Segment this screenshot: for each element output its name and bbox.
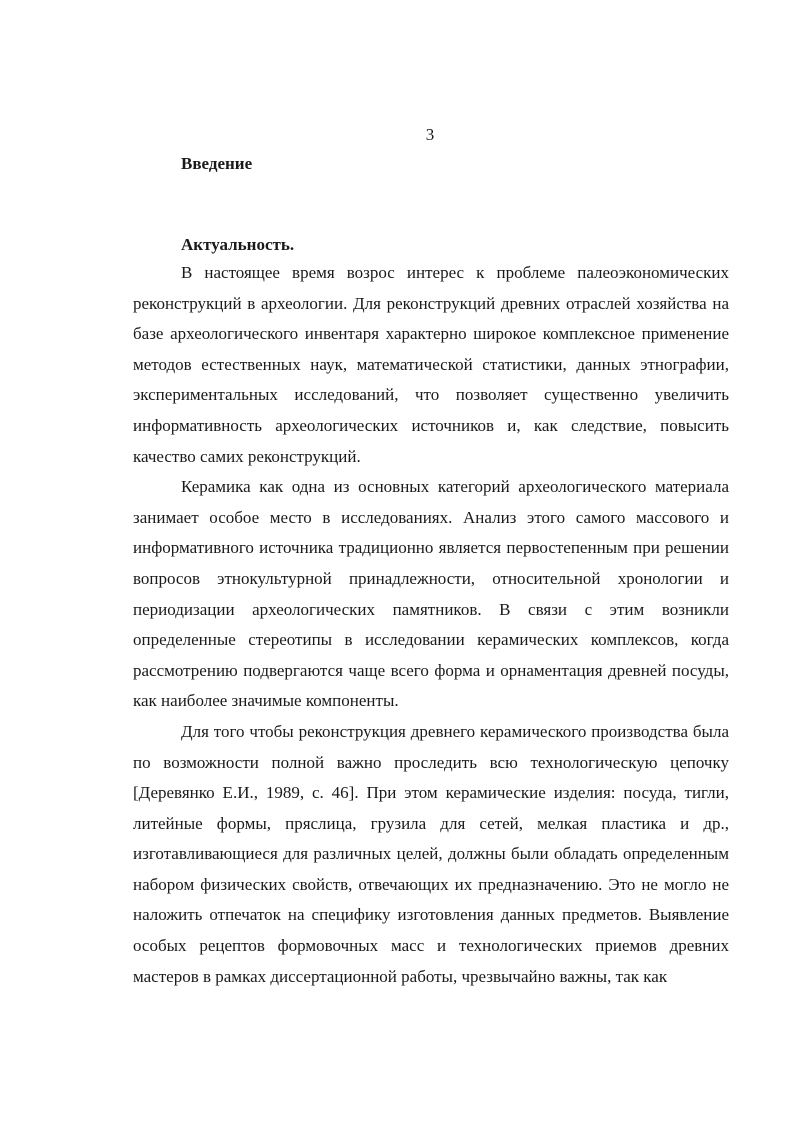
page-number: 3 — [425, 125, 435, 144]
page-content — [133, 150, 729, 992]
paragraph-1: В настоящее время возрос интерес к проблеме палеоэкономических реконструкций в археологии. Для реконструкций древних отраслей хозяйства на базе археологического инвентаря характерно широкое комплексное применение методов естественных наук, математической статистики, данных этнографии, экспериментальных исследований, что позволяет существенно увеличить информативность археологических источников и, как следствие, повысить качество самих реконструкций. — [133, 263, 729, 466]
paragraph-2: Керамика как одна из основных категорий археологического материала занимает особое место в исследованиях. Анализ этого самого массового и информативного источника традиционно является первостепенным при решении вопросов этнокультурной принадлежности, относительной хронологии и периодизации археологических памятников. В связи с этим возникли определенные стереотипы в исследовании керамических комплексов, когда рассмотрению подвергаются чаще всего форма и орнаментация древней посуды, как наиболее значимые компоненты. — [133, 477, 729, 711]
paragraph-3: Для того чтобы реконструкция древнего керамического производства была по возможности полной важно проследить всю технологическую цепочку [Деревянко Е.И., 1989, с. 46]. При этом керамические изделия: посуда, тигли, литейные формы, пряслица, грузила для сетей, мелкая пластика и др., изготавливающиеся для различных целей, должны были обладать определенным набором физических свойств, отвечающих их предназначению. Это не могло не наложить отпечаток на специфику изготовления данных предметов. Выявление особых рецептов формовочных масс и технологических приемов древних мастеров в рамках диссертационной работы, чрезвычайно важны, так как — [133, 721, 729, 986]
section-heading-relevance: Актуальность. — [181, 235, 295, 254]
section-heading-introduction: Введение — [181, 154, 253, 173]
